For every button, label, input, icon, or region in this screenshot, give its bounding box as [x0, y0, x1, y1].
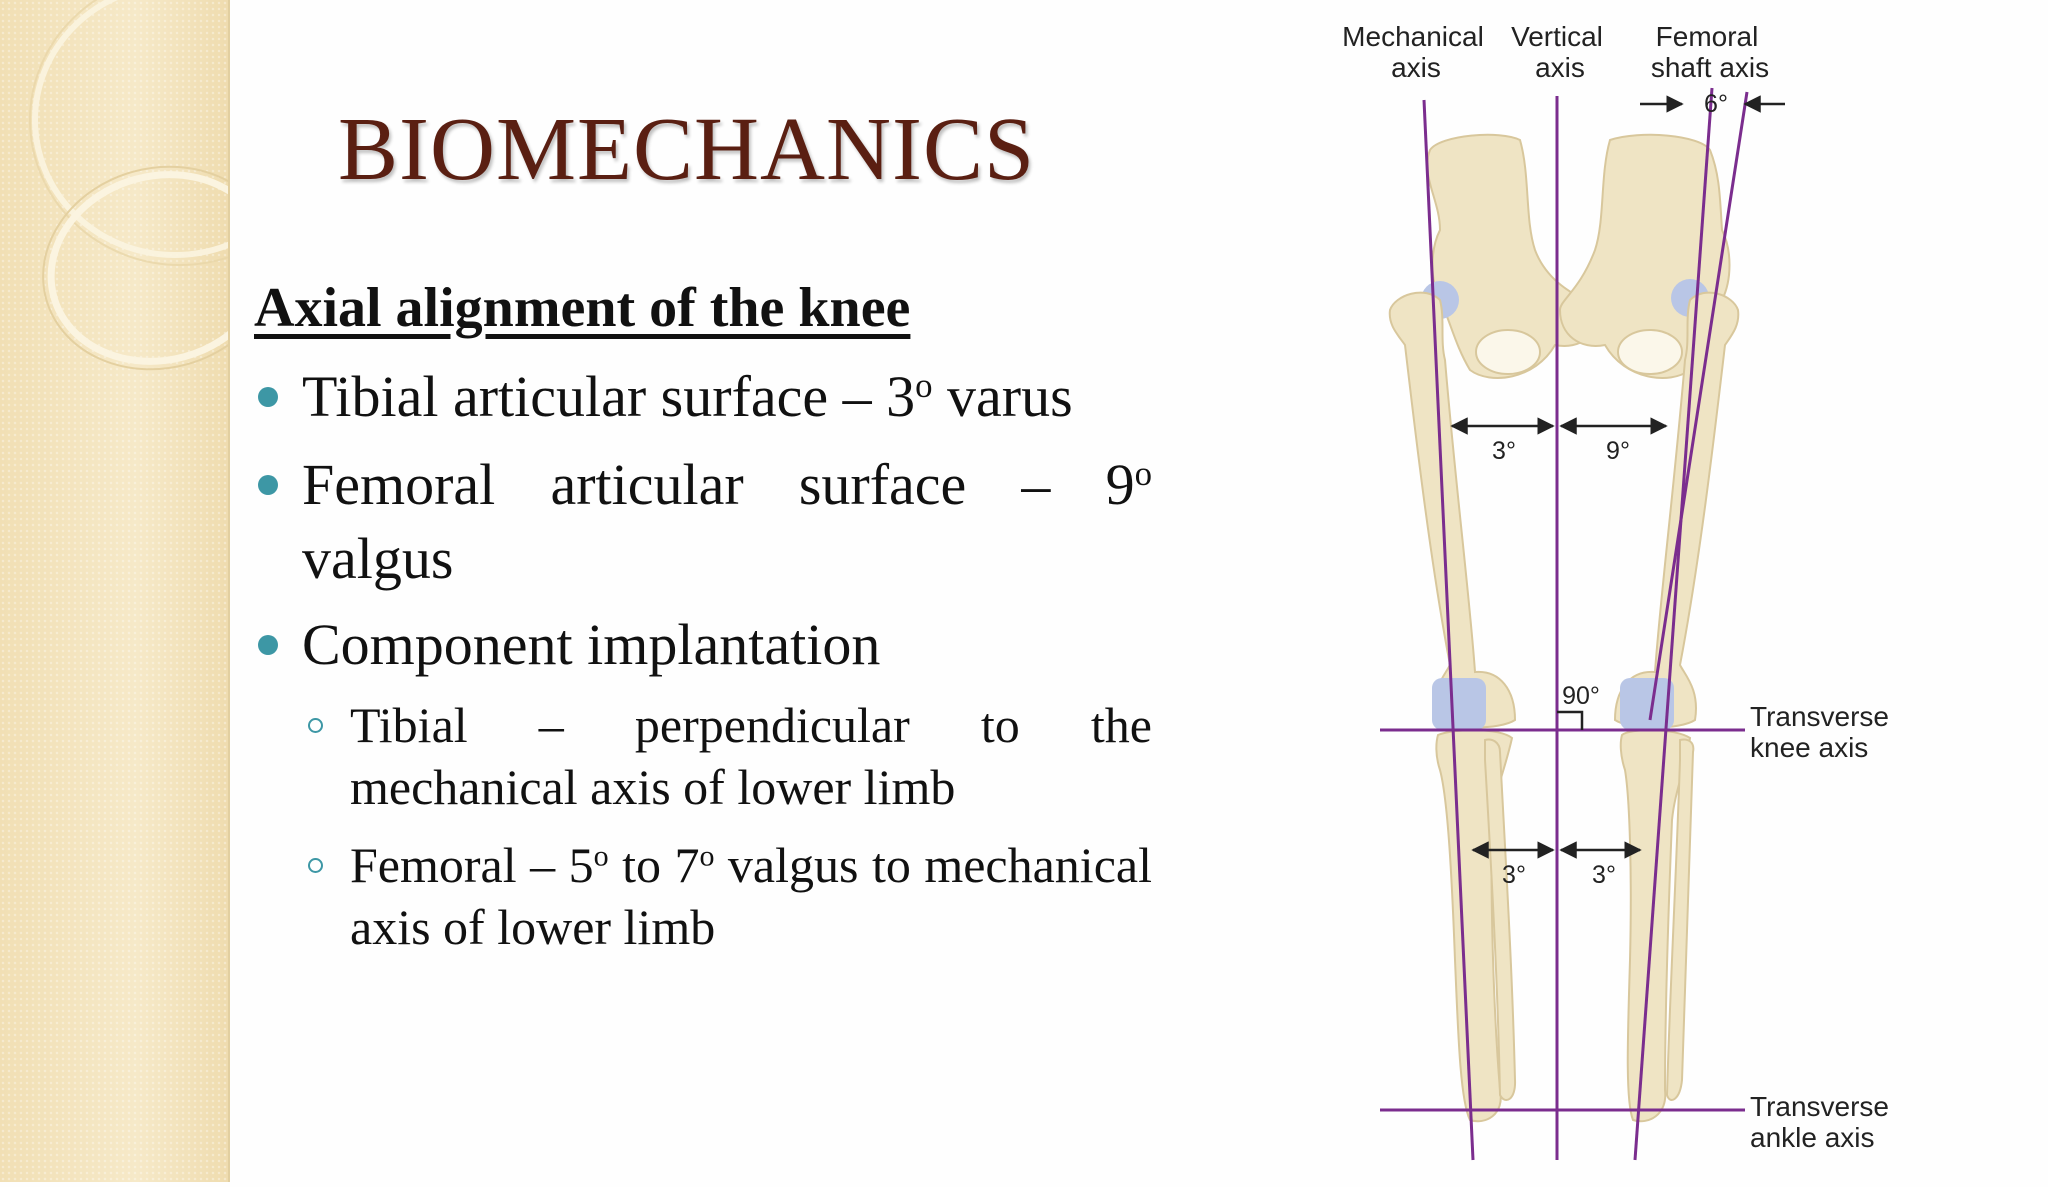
- bullet-dot: [258, 635, 278, 655]
- sub-bullet-text: Tibial – perpendicular to the mechanical axis of lower limb: [350, 697, 1152, 815]
- sub-bullet-ring: [308, 718, 323, 733]
- decorative-sidebar: [0, 0, 230, 1182]
- right-angle-marker: [1557, 712, 1582, 730]
- label-mechanical-axis-line1: Mechanical: [1342, 21, 1484, 52]
- section-heading: Axial alignment of the knee: [254, 277, 911, 339]
- angle-right-angle: 90°: [1562, 682, 1600, 710]
- angle-left-lower: 3°: [1502, 861, 1526, 889]
- label-vertical-axis-line2: axis: [1535, 52, 1585, 83]
- sidebar-ring-decoration: [0, 0, 228, 1182]
- knee-axis-diagram: [1320, 0, 2000, 1182]
- label-transverse-ankle-line2: ankle axis: [1750, 1122, 1875, 1153]
- pelvis-left: [1427, 135, 1600, 378]
- label-transverse-knee-line1: Transverse: [1750, 701, 1890, 732]
- slide-title: BIOMECHANICS: [338, 100, 1036, 199]
- knee-cartilage-left: [1432, 678, 1486, 730]
- angle-left-upper: 3°: [1492, 437, 1516, 465]
- bullet-dot: [258, 475, 278, 495]
- bullet-dot: [258, 387, 278, 407]
- bullet-text: Femoral articular surface – 9$^o$ valgus: [302, 452, 1152, 591]
- axis-diagram-svg: [1320, 0, 2000, 1182]
- sub-bullet-text: Femoral – 5$^o$ to 7$^o$ valgus to mechanical axis of lower limb: [350, 837, 1152, 955]
- bullet-text: Tibial articular surface – 3$^o$ varus: [302, 364, 1073, 429]
- angle-femoral-shaft: 6°: [1704, 90, 1728, 118]
- angle-right-lower: 3°: [1592, 861, 1616, 889]
- bullet-text: Component implantation: [302, 612, 881, 677]
- label-vertical-axis-line1: Vertical: [1511, 21, 1603, 52]
- label-transverse-ankle-line1: Transverse: [1750, 1091, 1890, 1122]
- label-transverse-knee-line2: knee axis: [1750, 732, 1869, 763]
- angle-right-upper: 9°: [1606, 437, 1630, 465]
- sub-bullet-ring: [308, 858, 323, 873]
- label-mechanical-axis-line2: axis: [1391, 52, 1441, 83]
- label-femoral-shaft-line2: shaft axis: [1650, 52, 1770, 83]
- label-femoral-shaft-line1: Femoral: [1655, 21, 1759, 52]
